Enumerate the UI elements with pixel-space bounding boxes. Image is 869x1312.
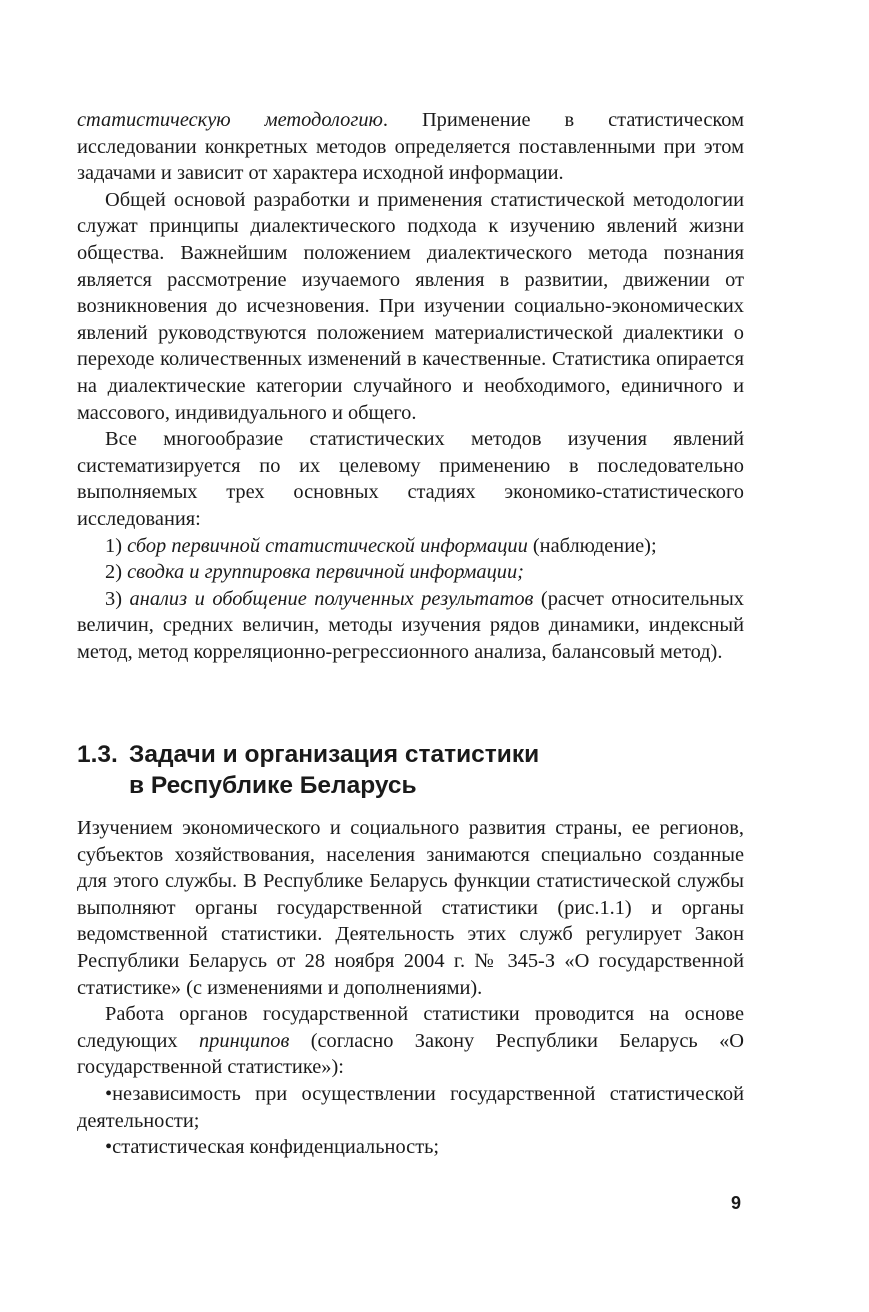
bullet-item-2 [77, 1134, 744, 1161]
list-item-text: (расчет относительных величин, средних величин, методы изучения рядов динамики, индексный метод, метод корреляционно-регрессионного анализа, балансовый метод). [77, 587, 744, 663]
paragraph-text: . Применение в статистическом исследовании конкретных методов определяется поставленными при этом задачами и зависит от характера исходной информации. [77, 109, 744, 185]
list-item-emphasis: сбор первичной статистической информации [127, 534, 528, 557]
heading-line-1 [77, 739, 744, 770]
heading-title: Задачи и организация статистики [129, 741, 540, 768]
emphasis-methodology: статистическую методологию [77, 109, 383, 131]
text-block-top [77, 107, 744, 665]
list-item-2 [77, 559, 744, 586]
paragraph-continuation [77, 107, 744, 187]
paragraph-text: (согласно Закону Республики Беларусь «О государственной статистике»): [77, 1029, 744, 1079]
emphasis-principles: принципов [198, 1029, 290, 1052]
bullet-item-1 [77, 1081, 744, 1134]
section-heading [77, 739, 744, 801]
bullet-text: статистическая конфиденциальность; [112, 1136, 440, 1159]
paragraph-stages: Все многообразие статистических методов изучения явлений систематизируется по их целевому применению в последовательно выполняемых трех основных стадиях экономико-статистического исследования: [77, 428, 744, 530]
list-item-emphasis: анализ и обобщение полученных результатов [129, 587, 534, 610]
list-item-1 [77, 533, 744, 560]
bullet-icon: • [105, 1082, 113, 1105]
section-number: 1.3. [77, 741, 118, 768]
list-item-3 [77, 586, 744, 666]
bullet-text: независимость при осуществлении государственной статистической деятельности; [77, 1082, 744, 1132]
paragraph-services: Изучением экономического и социального развития страны, ее регионов, субъектов хозяйствования, населения занимаются специально созданные для этого службы. В Республике Беларусь функции статистической службы выполняют органы государственной статистики (рис.1.1) и органы ведомственной статистики. Деятельность этих служб регулирует Закон Республики Беларусь от 28 ноября 2004 г. № 345-З «О государственной статистике» (с изменениями и дополнениями). [77, 817, 744, 999]
text-block-section [77, 815, 744, 1161]
paragraph-text: Работа органов государственной статистики проводится на основе следующих [77, 1003, 744, 1052]
heading-line-2: в Республике Беларусь [129, 772, 417, 799]
list-number: 2) [105, 561, 128, 584]
bullet-icon: • [105, 1136, 113, 1159]
page-number: 9 [731, 1193, 742, 1213]
paragraph-dialectics: Общей основой разработки и применения статистической методологии служат принципы диалектического подхода к изучению явлений жизни общества. Важнейшим положением диалектического метода познания является рассмотрение изучаемого явления в развитии, движении от возникновения до исчезновения. При изучении социально-экономических явлений руководствуются положением материалистической диалектики о переходе количественных изменений в качественные. Статистика опирается на диалектические категории случайного и необходимого, единичного и массового, индивидуального и общего. [77, 188, 744, 424]
list-item-text: (наблюдение); [527, 534, 657, 557]
list-number: 1) [105, 534, 128, 557]
paragraph-principles [77, 1001, 744, 1081]
list-number: 3) [105, 587, 130, 610]
list-item-emphasis: сводка и группировка первичной информации; [127, 561, 524, 584]
